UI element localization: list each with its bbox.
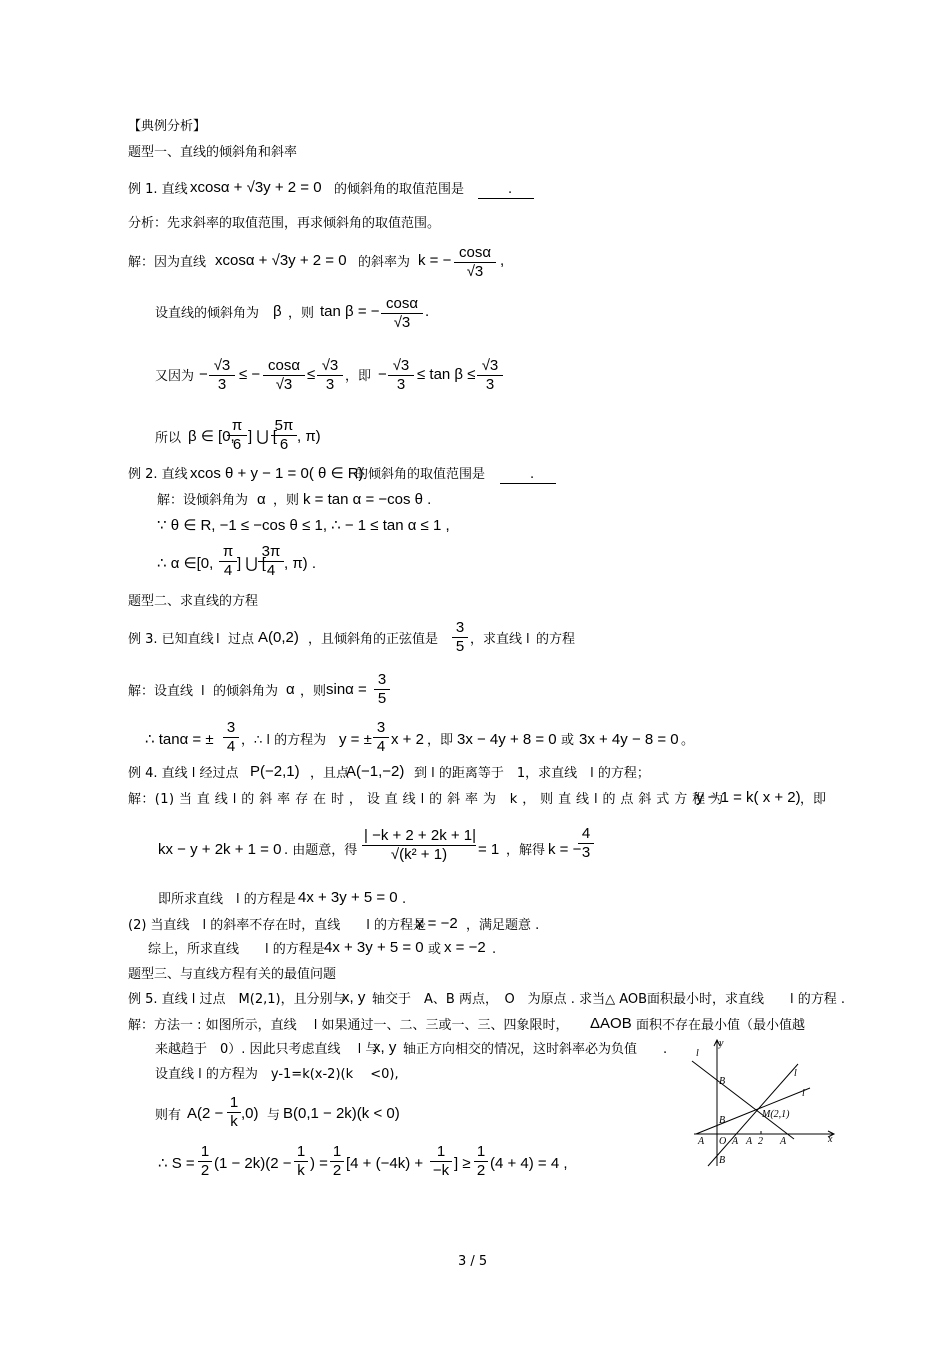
fraction-denominator: 4 bbox=[223, 562, 233, 579]
text: 轴正方向相交的情况，这时斜率必为负值 . bbox=[403, 1042, 668, 1057]
equation: k = − bbox=[418, 252, 452, 269]
fraction bbox=[330, 1144, 344, 1179]
equation: [4 + (−4k) + bbox=[346, 1155, 424, 1172]
fraction-numerator: 1 bbox=[436, 1143, 446, 1160]
fraction bbox=[317, 358, 343, 393]
text: 解：(1) 当 直 线 l 的 斜 率 存 在 时 ， 设 直 线 l 的 斜 率 为 k ， 则 直 线 l 的 点 斜 式 方 程 为 bbox=[128, 792, 724, 807]
fraction-numerator: √3 bbox=[481, 357, 499, 374]
text: 设直线 l 的方程为 y-1=k(x-2)(k <0), bbox=[155, 1067, 399, 1082]
equation: ) = bbox=[310, 1155, 328, 1172]
section-heading: 【典例分析】 bbox=[128, 119, 207, 134]
line-label-l: l bbox=[794, 1068, 797, 1079]
text: 。 bbox=[681, 733, 695, 748]
text: (2) 当直线 l 的斜率不存在时，直线 l 的方程是 bbox=[128, 918, 427, 933]
equation: 3x − 4y + 8 = 0 bbox=[457, 731, 557, 748]
example-2-tail: 的倾斜角的取值范围是 bbox=[355, 467, 486, 482]
fraction-numerator: cosα bbox=[267, 357, 300, 374]
fraction-numerator: 4 bbox=[581, 825, 591, 842]
equation: 4x + 3y + 5 = 0 bbox=[324, 939, 424, 956]
fraction bbox=[388, 358, 414, 393]
equation: ] ≥ bbox=[454, 1155, 471, 1172]
point-a: A(−1,−2) bbox=[346, 763, 405, 780]
equation: xcosα + √3y + 2 = 0 bbox=[215, 252, 347, 269]
equation: ] ⋃ [ bbox=[237, 555, 266, 572]
point-a: A bbox=[698, 1136, 705, 1147]
text: 设直线的倾斜角为 bbox=[155, 306, 260, 321]
example-4-label: 例 4. 直线 l 经过点 bbox=[128, 766, 239, 781]
fraction bbox=[209, 358, 235, 393]
equation: tan β = − bbox=[320, 303, 380, 320]
text: 则有 bbox=[155, 1108, 182, 1123]
fraction-denominator: √3 bbox=[393, 314, 411, 331]
fraction-numerator: 3 bbox=[226, 719, 236, 736]
equation: ∴ tanα = ± bbox=[145, 731, 214, 748]
text: ，满足题意 . bbox=[466, 918, 540, 933]
axes-xy: x, y bbox=[373, 1039, 397, 1056]
text: ，则 bbox=[273, 493, 300, 508]
fraction-numerator: √3 bbox=[392, 357, 410, 374]
fraction-denominator: 3 bbox=[581, 844, 591, 861]
line-label-l: l bbox=[696, 1048, 699, 1059]
fraction-numerator: 1 bbox=[332, 1143, 342, 1160]
equation: x + 2 bbox=[391, 731, 424, 748]
punctuation: . bbox=[425, 303, 430, 320]
equation: kx − y + 2k + 1 = 0 bbox=[158, 841, 282, 858]
point-a: A bbox=[746, 1136, 753, 1147]
line-l: l bbox=[216, 632, 220, 647]
fraction-denominator: √(k² + 1) bbox=[390, 846, 448, 863]
fraction-numerator: 3 bbox=[455, 619, 465, 636]
tick-label-2: 2 bbox=[758, 1136, 763, 1147]
equation: ∴ S = bbox=[158, 1155, 195, 1172]
text: ，即 bbox=[800, 792, 827, 807]
example-1-label: 例 1. 直线 bbox=[128, 182, 188, 197]
fraction bbox=[271, 418, 297, 453]
fraction-denominator: √3 bbox=[275, 376, 293, 393]
text: 或 bbox=[561, 733, 575, 748]
punctuation: , bbox=[500, 252, 505, 269]
coordinate-figure bbox=[690, 1036, 840, 1168]
text: ，则 bbox=[300, 684, 327, 699]
equation: = 1 bbox=[478, 841, 500, 858]
point-a: A bbox=[732, 1136, 739, 1147]
fraction bbox=[474, 1144, 488, 1179]
inequality: ≤ tan β ≤ bbox=[417, 366, 476, 383]
type1-heading: 题型一、直线的倾斜角和斜率 bbox=[128, 145, 298, 160]
fraction bbox=[219, 544, 237, 579]
equation: B(0,1 − 2k)(k < 0) bbox=[283, 1105, 400, 1122]
type3-heading: 题型三、与直线方程有关的最值问题 bbox=[128, 967, 337, 982]
line-label-l: l bbox=[802, 1088, 805, 1099]
equation: y = ± bbox=[339, 731, 372, 748]
operator: ≤ bbox=[307, 366, 316, 383]
fraction-denominator: k bbox=[297, 1162, 305, 1179]
fraction bbox=[477, 358, 503, 393]
fraction-denominator: √3 bbox=[466, 263, 484, 280]
text: 或 bbox=[428, 942, 442, 957]
origin-label: O bbox=[719, 1136, 727, 1147]
equation: β ∈ [0, bbox=[188, 428, 235, 445]
fraction-denominator: 2 bbox=[332, 1162, 342, 1179]
fraction-numerator: 3 bbox=[376, 719, 386, 736]
text: 解：设直线 bbox=[128, 684, 194, 699]
equation: ∵ θ ∈ R, −1 ≤ −cos θ ≤ 1, ∴ − 1 ≤ tan α ≤ 1 , bbox=[157, 517, 450, 534]
alpha-symbol: α bbox=[286, 681, 295, 698]
fraction-numerator: | −k + 2 + 2k + 1| bbox=[364, 827, 477, 844]
page-number: 3 / 5 bbox=[458, 1254, 488, 1269]
equation: ,0) bbox=[241, 1105, 259, 1122]
fraction-numerator: 1 bbox=[296, 1143, 306, 1160]
example-5-label: 例 5. 直线 l 过点 M(2,1)，且分别与 bbox=[128, 992, 346, 1007]
fraction bbox=[198, 1144, 212, 1179]
fraction-denominator: 3 bbox=[485, 376, 495, 393]
equation: x = −2 bbox=[416, 915, 458, 932]
fraction-numerator: π bbox=[222, 543, 234, 560]
equation: , π) . bbox=[284, 555, 317, 572]
example-1-tail: 的倾斜角的取值范围是 bbox=[334, 182, 465, 197]
fraction bbox=[373, 720, 389, 755]
operator: ≤ − bbox=[239, 366, 261, 383]
text: 的斜率为 bbox=[358, 255, 411, 270]
fraction-numerator: 3 bbox=[377, 671, 387, 688]
example-2-equation: xcos θ + y − 1 = 0( θ ∈ R) bbox=[190, 465, 364, 482]
fraction bbox=[263, 358, 305, 393]
fraction bbox=[374, 672, 390, 707]
beta-symbol: β bbox=[273, 303, 282, 320]
line-l-2 bbox=[696, 1088, 810, 1134]
triangle-aob: ΔAOB bbox=[590, 1015, 632, 1032]
equation: x = −2 bbox=[444, 939, 486, 956]
fraction-denominator: 4 bbox=[226, 738, 236, 755]
fraction bbox=[258, 544, 284, 579]
example-2-blank-end: . bbox=[530, 467, 535, 482]
line-l-1 bbox=[692, 1061, 794, 1139]
equation: k = tan α = −cos θ . bbox=[303, 491, 432, 508]
example-1-blank-end: . bbox=[508, 182, 513, 197]
example-1-equation: xcosα + √3y + 2 = 0 bbox=[190, 179, 322, 196]
fraction-denominator: 2 bbox=[476, 1162, 486, 1179]
text: ，即 bbox=[427, 733, 454, 748]
fraction bbox=[227, 1095, 241, 1130]
fraction-numerator: 1 bbox=[229, 1094, 239, 1111]
fraction bbox=[227, 418, 247, 453]
text: 综上，所求直线 l 的方程是 bbox=[148, 942, 325, 957]
fraction-numerator: √3 bbox=[213, 357, 231, 374]
fraction-denominator: 2 bbox=[200, 1162, 210, 1179]
fraction bbox=[454, 245, 496, 280]
text: 来越趋于 0）. 因此只考虑直线 l 与 bbox=[155, 1042, 379, 1057]
fraction bbox=[381, 296, 423, 331]
answer-blank bbox=[478, 198, 534, 199]
fraction bbox=[430, 1144, 452, 1179]
fraction bbox=[452, 620, 468, 655]
text: 即所求直线 l 的方程是 bbox=[158, 892, 296, 907]
fraction-denominator: 3 bbox=[396, 376, 406, 393]
answer-blank bbox=[500, 483, 556, 484]
text: 与 bbox=[267, 1108, 281, 1123]
equation: 4x + 3y + 5 = 0 bbox=[298, 889, 398, 906]
example-2-label: 例 2. 直线 bbox=[128, 467, 188, 482]
example-3-label: 例 3. 已知直线 bbox=[128, 632, 214, 647]
text: ，且点 bbox=[310, 766, 350, 781]
equation: A(2 − bbox=[187, 1105, 224, 1122]
point-a: A(0,2) bbox=[258, 629, 299, 646]
line-l: l bbox=[201, 684, 205, 699]
equation: (1 − 2k)(2 − bbox=[214, 1155, 292, 1172]
axes-xy: x, y bbox=[342, 989, 366, 1006]
point-b: B bbox=[719, 1076, 726, 1087]
text: 解：设倾斜角为 bbox=[157, 493, 249, 508]
fraction bbox=[223, 720, 239, 755]
fraction-denominator: −k bbox=[432, 1162, 450, 1179]
point-b: B bbox=[719, 1115, 726, 1126]
equation: y − 1 = k( x + 2) bbox=[696, 789, 801, 806]
fraction-denominator: 4 bbox=[266, 562, 276, 579]
text: ，即 bbox=[345, 369, 372, 384]
fraction-denominator: 4 bbox=[376, 738, 386, 755]
fraction-numerator: 3π bbox=[261, 543, 281, 560]
text: . bbox=[402, 892, 407, 907]
point-b: B bbox=[719, 1155, 726, 1166]
text: ，解得 bbox=[506, 843, 546, 858]
text: 过点 bbox=[228, 632, 255, 647]
line-l: l bbox=[526, 632, 530, 647]
text: . 由题意，得 bbox=[284, 843, 358, 858]
x-axis-label: x bbox=[828, 1134, 833, 1145]
fraction-denominator: 3 bbox=[217, 376, 227, 393]
fraction-denominator: 5 bbox=[377, 690, 387, 707]
equation: ] ⋃ [ bbox=[248, 428, 277, 445]
text: 面积不存在最小值（最小值越 bbox=[636, 1018, 806, 1033]
fraction-denominator: 6 bbox=[232, 436, 242, 453]
text: 轴交于 A、B 两点， O 为原点 . 求当△ AOB面积最小时，求直线 l 的方程 . bbox=[372, 992, 846, 1007]
fraction-denominator: 6 bbox=[279, 436, 289, 453]
fraction-denominator: 3 bbox=[325, 376, 335, 393]
equation: 3x + 4y − 8 = 0 bbox=[579, 731, 679, 748]
text: 所以 bbox=[155, 431, 182, 446]
text: ，∴ l 的方程为 bbox=[241, 733, 327, 748]
fraction-numerator: 5π bbox=[274, 417, 294, 434]
fraction-numerator: cosα bbox=[385, 295, 418, 312]
solution-label: 解：因为直线 bbox=[128, 255, 207, 270]
point-m: M(2,1) bbox=[762, 1109, 790, 1120]
fraction-denominator: 5 bbox=[455, 638, 465, 655]
fraction bbox=[362, 828, 476, 863]
operator: − bbox=[199, 366, 208, 383]
fraction-numerator: cosα bbox=[458, 244, 491, 261]
text: 的倾斜角为 bbox=[213, 684, 279, 699]
text: 的方程 bbox=[536, 632, 576, 647]
point-p: P(−2,1) bbox=[250, 763, 300, 780]
equation: , π) bbox=[297, 428, 321, 445]
equation: k = − bbox=[548, 841, 582, 858]
fraction-numerator: π bbox=[231, 417, 243, 434]
fraction-numerator: √3 bbox=[321, 357, 339, 374]
type2-heading: 题型二、求直线的方程 bbox=[128, 594, 259, 609]
text: 到 l 的距离等于 1，求直线 l 的方程； bbox=[414, 766, 650, 781]
fraction bbox=[578, 826, 594, 861]
alpha-symbol: α bbox=[257, 491, 266, 508]
y-axis-label: y bbox=[719, 1038, 724, 1049]
fraction-denominator: k bbox=[230, 1113, 238, 1130]
equation: ∴ α ∈[0, bbox=[157, 555, 214, 572]
equation: (4 + 4) = 4 , bbox=[490, 1155, 568, 1172]
fraction-numerator: 1 bbox=[476, 1143, 486, 1160]
text: ，且倾斜角的正弦值是 bbox=[308, 632, 439, 647]
point-a: A bbox=[780, 1136, 787, 1147]
text: ，则 bbox=[288, 306, 315, 321]
equation: sinα = bbox=[326, 681, 367, 698]
fraction bbox=[294, 1144, 308, 1179]
fraction-numerator: 1 bbox=[200, 1143, 210, 1160]
example-1-analysis: 分析：先求斜率的取值范围，再求倾斜角的取值范围。 bbox=[128, 216, 441, 231]
text: . bbox=[492, 942, 497, 957]
text: ，求直线 bbox=[470, 632, 523, 647]
text: 解：方法一 : 如图所示，直线 l 如果通过一、二、三或一、三、四象限时， bbox=[128, 1018, 569, 1033]
operator: − bbox=[378, 366, 387, 383]
text: 又因为 bbox=[155, 369, 195, 384]
